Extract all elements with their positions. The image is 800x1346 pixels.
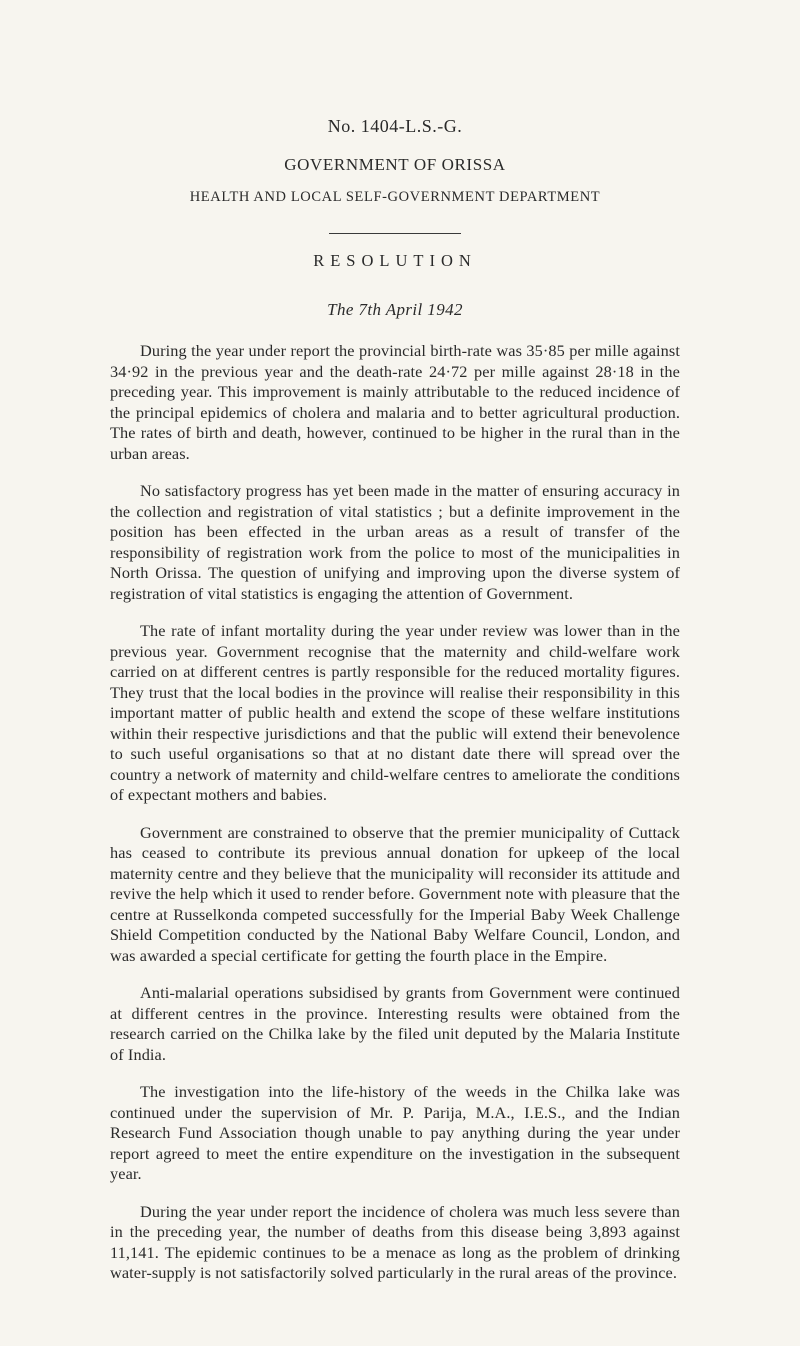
- government-heading: GOVERNMENT OF ORISSA: [284, 155, 506, 174]
- heading-divider: [329, 233, 461, 234]
- resolution-date: The 7th April 1942: [327, 300, 463, 319]
- paragraph-registration: No satisfactory progress has yet been made in the matter of ensuring accuracy in the collection and registration of vital statistics ; but a definite improvement in the position has been effected in the urban areas as a result of transfer of the responsibility of registration work from the police to most of the municipalities in North Orissa. The question of unifying and improving upon the diverse system of registration of vital statistics is engaging the attention of Government.: [110, 481, 680, 603]
- reference-number: No. 1404-L.S.-G.: [327, 116, 463, 136]
- paragraph-chilka-weeds: The investigation into the life-history of the weeds in the Chilka lake was continued under the supervision of Mr. P. Parija, M.A., I.E.S., and the Indian Research Fund Association though unable to pay anything during the year under report agreed to meet the entire expenditure on the investigation in the subsequent year.: [110, 1082, 680, 1183]
- resolution-title: RESOLUTION: [313, 251, 477, 270]
- paragraph-vital-rates: During the year under report the provincial birth-rate was 35·85 per mille against 34·92 in the previous year and the death-rate 24·72 per mille against 28·18 in the preceding year. This improvement is mainly attributable to the reduced incidence of the principal epidemics of cholera and malaria and to better agricultural production. The rates of birth and death, however, continued to be higher in the rural than in the urban areas.: [110, 341, 680, 463]
- resolution-body: [110, 341, 680, 1284]
- paragraph-cholera: During the year under report the incidence of cholera was much less severe than in the preceding year, the number of deaths from this disease being 3,893 against 11,141. The epidemic continues to be a menace as long as the problem of drinking water-supply is not satisfactorily solved particularly in the rural areas of the province.: [110, 1201, 680, 1282]
- department-heading: HEALTH AND LOCAL SELF-GOVERNMENT DEPARTMENT: [189, 189, 601, 205]
- paragraph-anti-malarial: Anti-malarial operations subsidised by grants from Government were continued at different centres in the province. Interesting results were obtained from the research carried on the Chilka lake by the filed unit deputed by the Malaria Institute of India.: [110, 983, 680, 1064]
- paragraph-infant-mortality: The rate of infant mortality during the year under review was lower than in the previous year. Government recognise that the maternity and child-welfare work carried on at different centres is partly responsible for the reduced mortality figures. They trust that the local bodies in the province will realise their responsibility in this important matter of public health and extend the scope of these welfare institutions within their respective jurisdictions and that the public will extend their benevolence to such useful organisations so that at no distant date there will spread over the country a network of maternity and child-welfare centres to ameliorate the conditions of expectant mothers and babies.: [110, 621, 680, 804]
- paragraph-maternity-centres: Government are constrained to observe that the premier municipality of Cuttack has ceased to contribute its previous annual donation for upkeep of the local maternity centre and they believe that the municipality will reconsider its attitude and revive the help which it used to render before. Government note with pleasure that the centre at Russelkonda competed successfully for the Imperial Baby Week Challenge Shield Competition conducted by the National Baby Welfare Council, London, and was awarded a special certificate for getting the fourth place in the Empire.: [110, 822, 680, 965]
